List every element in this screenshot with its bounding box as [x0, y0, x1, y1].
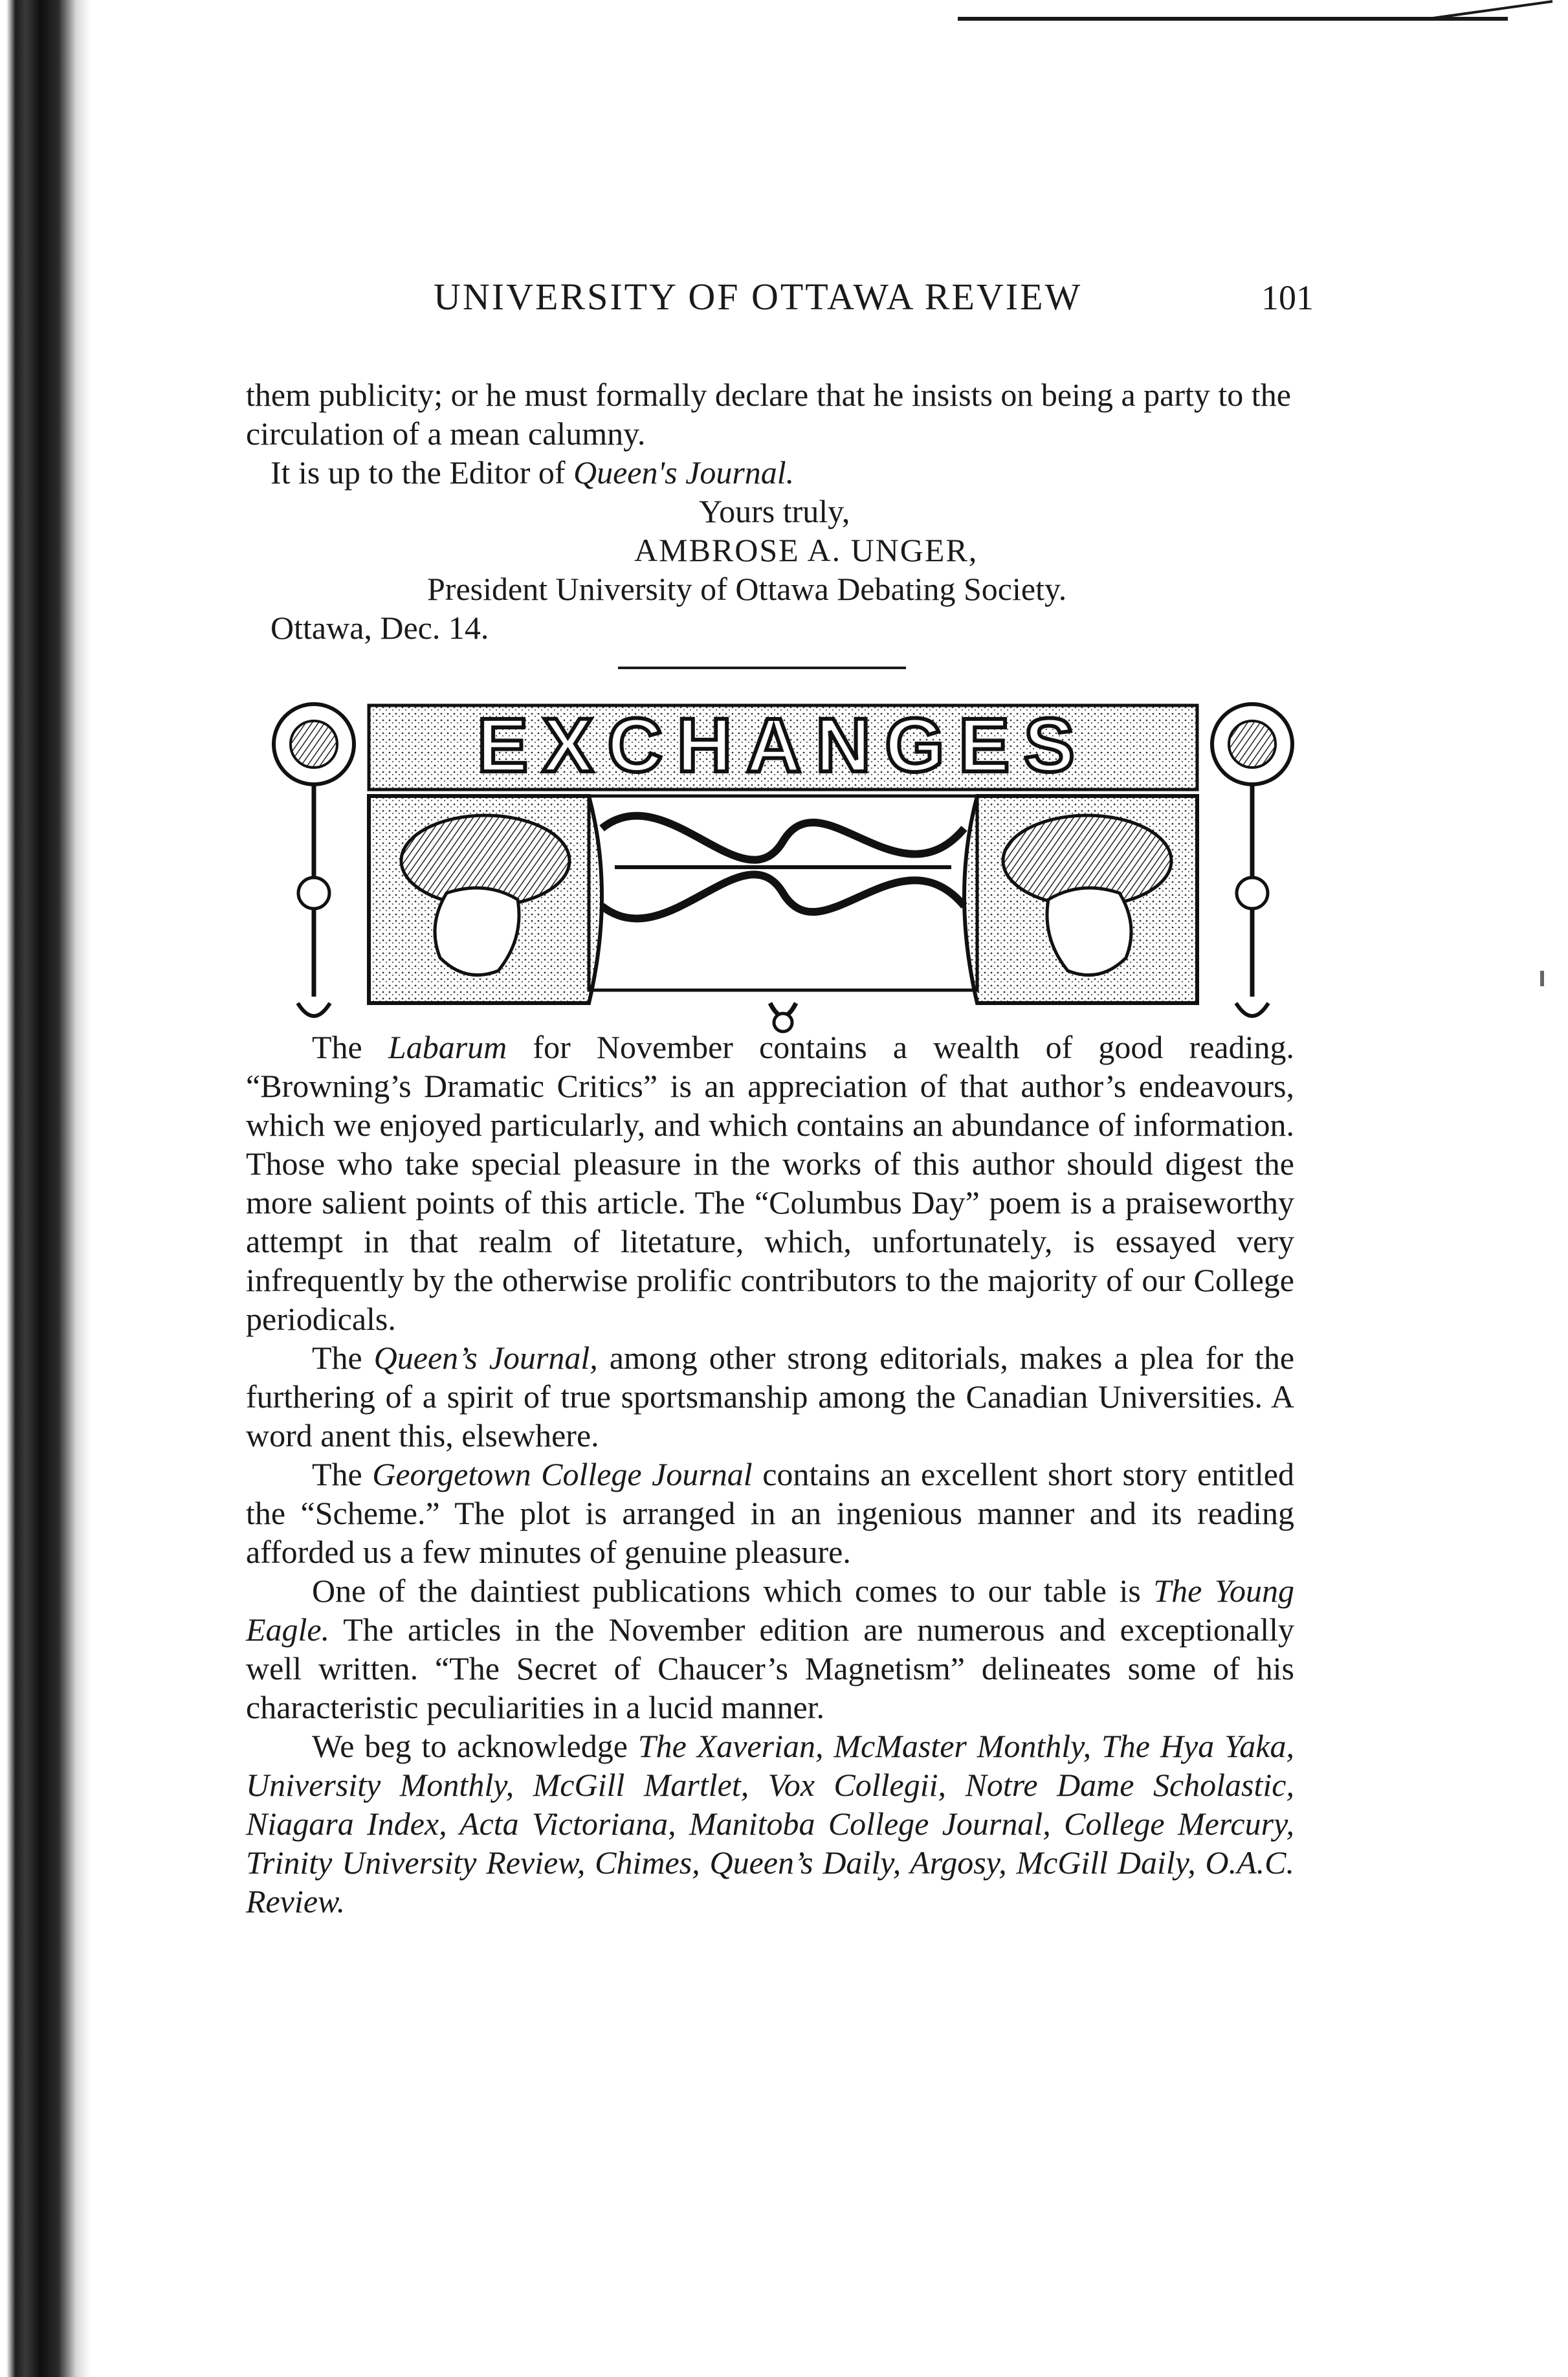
- section-divider: [618, 667, 906, 669]
- paragraph-acknowledgements: We beg to acknowledge The Xaverian, McMaster Monthly, The Hya Yaka, University Monthly, McGill Martlet, Vox Collegii, Notre Dame Scholastic, Niagara Index, Acta Victoriana, Manitoba College Journal, College Mercury, Trinity University Review, Chimes, Queen’s Daily, Argosy, McGill Daily, O.A.C. Review.: [246, 1728, 1294, 1919]
- book-spine-shadow: [0, 0, 97, 2377]
- exchanges-heading: EXCHANGES: [477, 703, 1089, 788]
- ornamental-header-illustration: [252, 699, 1314, 1035]
- letter-ending: [246, 375, 1294, 647]
- letter-date: Ottawa, Dec. 14.: [271, 610, 489, 646]
- exchanges-banner: [252, 699, 1314, 1035]
- letter-signatory-title: President University of Ottawa Debating Society.: [427, 571, 1067, 607]
- running-header: [362, 275, 1314, 333]
- letter-text: them publicity; or he must formally declare that he insists on being a party to the circulation of a mean calumny.: [246, 377, 1291, 452]
- page-number: 101: [1261, 278, 1314, 317]
- margin-speck: [1540, 971, 1544, 986]
- journal-title: UNIVERSITY OF OTTAWA REVIEW: [434, 276, 1083, 318]
- letter-closing: Yours truly,: [699, 493, 850, 529]
- letter-signature: AMBROSE A. UNGER,: [634, 532, 978, 568]
- queens-journal-ref: Queen's Journal.: [573, 454, 795, 491]
- paragraph-young-eagle: One of the daintiest publications which comes to our table is The Young Eagle. The articles in the November edition are numerous and exceptionally well written. “The Secret of Chaucer’s Magnetism” delineates some of his characteristic peculiarities in a lucid manner.: [246, 1573, 1295, 1725]
- letter-challenge: It is up to the Editor of Queen's Journal.: [271, 454, 795, 491]
- exchanges-column: [246, 1028, 1294, 1921]
- paragraph-georgetown: The Georgetown College Journal contains an excellent short story entitled the “Scheme.” The plot is arranged in an ingenious manner and its reading afforded us a few minutes of genuine pleasure.: [246, 1456, 1294, 1570]
- paragraph-labarum: The Labarum for November contains a wealth of good reading. “Browning’s Dramatic Critics” is an appreciation of that author’s endeavours, which we enjoyed particularly, and which contains an abundance of information. Those who take special pleasure in the works of this author should digest the more salient points of this article. The “Columbus Day” poem is a praiseworthy attempt in that realm of litetature, which, unfortunately, is essayed very infrequently by the otherwise prolific contributors to the majority of our College periodicals.: [246, 1029, 1294, 1337]
- paragraph-queens-journal: The Queen’s Journal, among other strong editorials, makes a plea for the furthering of a spirit of true sportsmanship among the Canadian Universities. A word anent this, elsewhere.: [246, 1340, 1295, 1454]
